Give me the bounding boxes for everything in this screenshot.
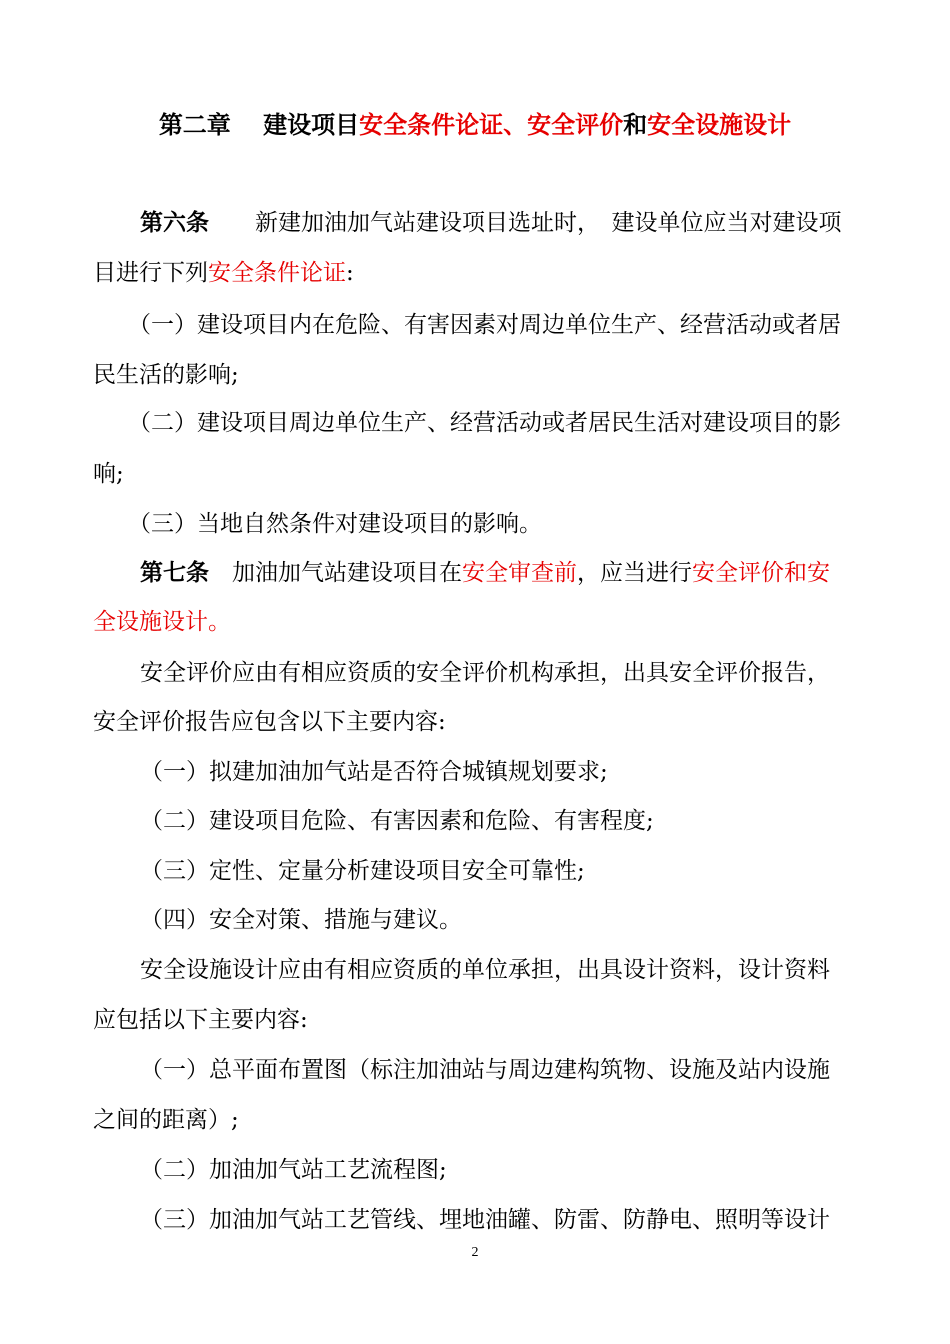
evaluation-paragraph-cont: 安全评价报告应包含以下主要内容: [93,709,446,735]
article-6-item-1: （一）建设项目内在危险、有害因素对周边单位生产、经营活动或者居 [128,312,841,338]
design-item-1: （一）总平面布置图（标注加油站与周边建构筑物、设施及站内设施 [140,1057,830,1083]
design-item-2: （二）加油加气站工艺流程图; [140,1157,447,1183]
article-7-line-1 [140,558,830,588]
chapter-title-part: 建设项目 [263,110,360,139]
evaluation-paragraph: 安全评价应由有相应资质的安全评价机构承担，出具安全评价报告， [140,660,830,686]
chapter-title-highlight: 、 [503,110,528,139]
safety-eval-highlight: 安全评价和安 [692,560,830,586]
article-7-text: ，应当进行 [577,560,692,586]
article-6-text: 新建加油加气站建设项目选址时， [255,210,589,236]
article-6-line-1 [140,208,842,238]
security-review-highlight: 安全审查前 [462,560,577,586]
article-6-item-3: （三）当地自然条件对建设项目的影响。 [128,511,542,537]
article-6-text: : [346,260,354,286]
chapter-title-highlight: 安全设施设计 [647,110,792,139]
article-6-text: 建设单位应当对建设项 [611,210,842,236]
article-6-item-1-cont: 民生活的影响; [93,362,239,388]
article-7-text: 加油加气站建设项目在 [232,560,462,586]
article-6-label: 第六条 [140,209,209,236]
safety-condition-highlight: 安全条件论证 [208,260,346,286]
article-7-label: 第七条 [140,559,209,586]
evaluation-item-4: （四）安全对策、措施与建议。 [140,907,462,933]
design-paragraph-cont: 应包括以下主要内容: [93,1007,308,1033]
article-7-line-2: 全设施设计。 [93,609,231,635]
chapter-number: 第二章 [158,110,231,139]
evaluation-item-1: （一）拟建加油加气站是否符合城镇规划要求; [140,759,608,785]
design-item-1-cont: 之间的距离）; [93,1107,239,1133]
article-6-item-2: （二）建设项目周边单位生产、经营活动或者居民生活对建设项目的影 [128,410,841,436]
article-6-text: 目进行下列 [93,260,208,286]
article-6-line-2 [93,258,354,288]
chapter-title-part: 和 [623,110,648,139]
article-6-item-2-cont: 响; [93,461,124,487]
evaluation-item-3: （三）定性、定量分析建设项目安全可靠性; [140,858,585,884]
chapter-title-highlight: 安全条件论证 [359,110,504,139]
evaluation-item-2: （二）建设项目危险、有害因素和危险、有害程度; [140,808,654,834]
chapter-title [0,110,950,140]
design-item-3: （三）加油加气站工艺管线、埋地油罐、防雷、防静电、照明等设计 [140,1207,830,1233]
page-number: 2 [471,1245,479,1260]
design-paragraph: 安全设施设计应由有相应资质的单位承担，出具设计资料，设计资料 [140,957,830,983]
chapter-title-highlight: 安全评价 [527,110,624,139]
